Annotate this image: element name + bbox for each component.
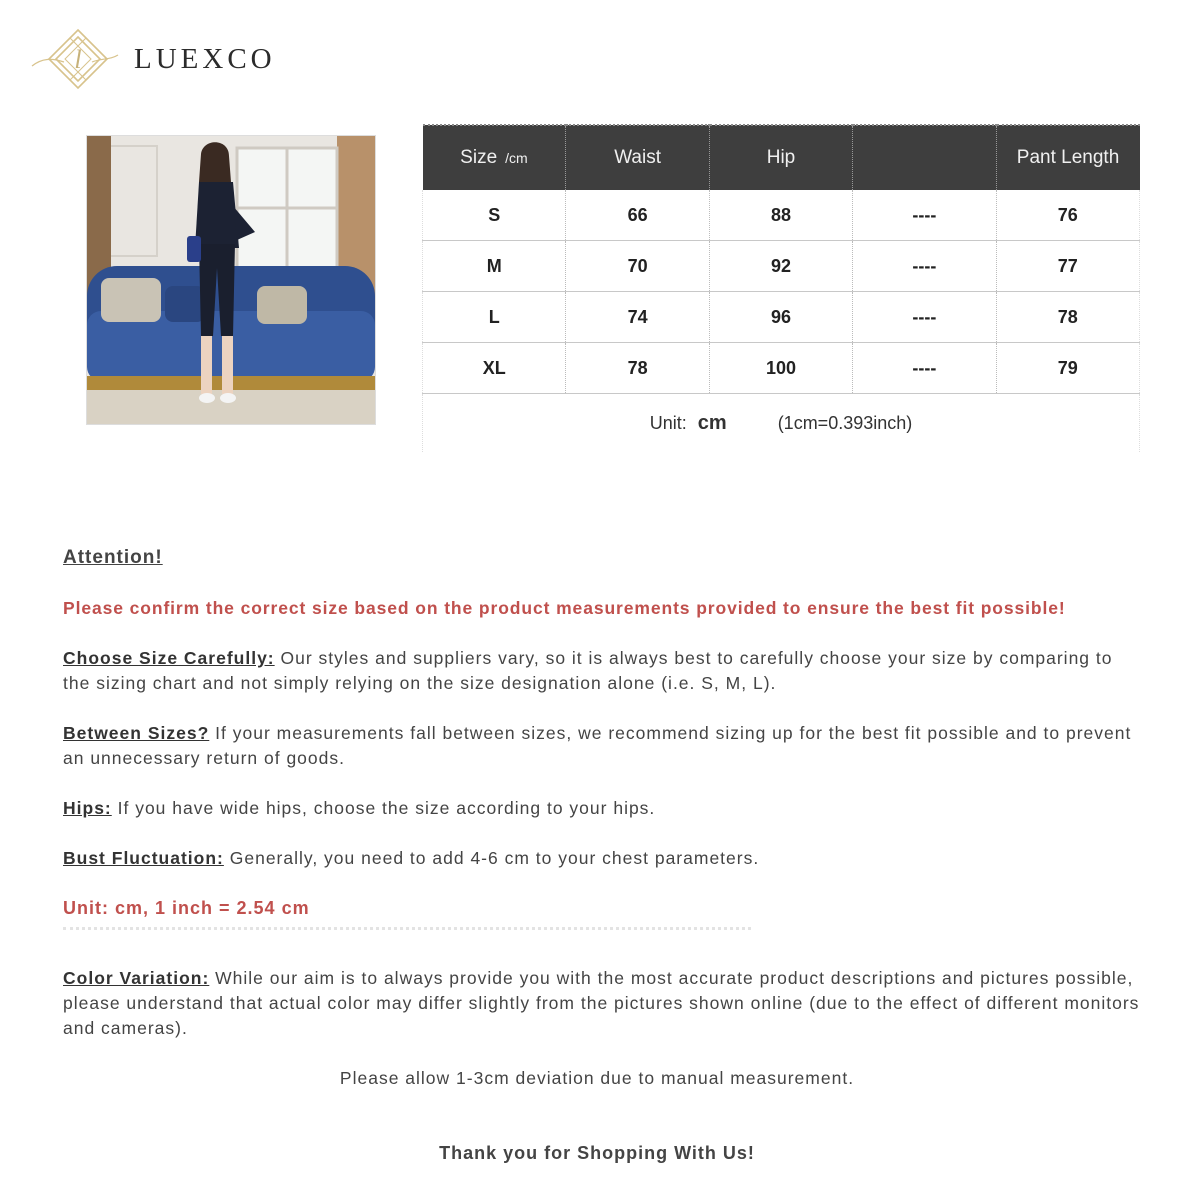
deviation-note: Please allow 1-3cm deviation due to manual measurement. xyxy=(339,1068,855,1088)
choose-size-text: Our styles and suppliers vary, so it is always best to carefully choose your size by comparing to the sizing chart and not simply relying on the size designation alone (i.e. S, M, L). xyxy=(63,648,1113,693)
table-cell: 96 xyxy=(709,292,852,343)
between-sizes-text: If your measurements fall between sizes, we recommend sizing up for the best fit possible and to prevent an unnecessary return of goods. xyxy=(63,723,1132,768)
header-hip: Hip xyxy=(709,125,852,190)
size-chart-table xyxy=(422,124,1140,452)
table-cell: ---- xyxy=(853,190,996,241)
unit-conversion-line: Unit: cm, 1 inch = 2.54 cm xyxy=(63,898,310,918)
choose-size-label: Choose Size Carefully: xyxy=(63,648,275,668)
header-empty xyxy=(853,125,996,190)
choose-size-paragraph xyxy=(63,646,1143,696)
unit-label: Unit: xyxy=(649,412,687,433)
brand-logo xyxy=(30,28,276,90)
color-variation-paragraph xyxy=(63,966,1143,1041)
table-row xyxy=(423,343,1140,394)
unit-row xyxy=(423,394,1140,453)
table-cell: 74 xyxy=(566,292,709,343)
color-variation-text: While our aim is to always provide you with the most accurate product descriptions and pictures possible, please understand that actual color may differ slightly from the pictures shown online (due to the effect of different monitors and cameras). xyxy=(63,968,1140,1038)
luexco-monogram-icon xyxy=(30,28,120,90)
table-cell: 100 xyxy=(709,343,852,394)
table-cell: 88 xyxy=(709,190,852,241)
table-cell: 78 xyxy=(996,292,1139,343)
unit-value: cm xyxy=(697,411,727,434)
table-cell: 70 xyxy=(566,241,709,292)
hips-text: If you have wide hips, choose the size according to your hips. xyxy=(111,798,656,818)
table-cell: S xyxy=(423,190,566,241)
header-pant-length: Pant Length xyxy=(996,125,1139,190)
header-unit: /cm xyxy=(505,150,528,166)
table-cell: ---- xyxy=(853,343,996,394)
table-cell: M xyxy=(423,241,566,292)
thank-you-message: Thank you for Shopping With Us! xyxy=(439,1143,755,1163)
monogram-letter: l xyxy=(74,45,82,74)
unit-cell xyxy=(423,394,1140,453)
hips-label: Hips: xyxy=(63,798,112,818)
table-cell: 66 xyxy=(566,190,709,241)
unit-conversion: (1cm=0.393inch) xyxy=(777,412,913,433)
color-variation-label: Color Variation: xyxy=(63,968,210,988)
brand-name: LUEXCO xyxy=(134,42,276,75)
bust-text: Generally, you need to add 4-6 cm to your chest parameters. xyxy=(223,848,760,868)
attention-heading: Attention! xyxy=(63,547,163,568)
table-cell: 76 xyxy=(996,190,1139,241)
table-row xyxy=(423,190,1140,241)
product-photo xyxy=(86,135,376,425)
between-sizes-label: Between Sizes? xyxy=(63,723,210,743)
table-cell: ---- xyxy=(853,292,996,343)
table-cell: 78 xyxy=(566,343,709,394)
bust-label: Bust Fluctuation: xyxy=(63,848,224,868)
table-cell: L xyxy=(423,292,566,343)
table-cell: ---- xyxy=(853,241,996,292)
header-size: Size /cm xyxy=(423,125,566,190)
size-chart-header-row xyxy=(423,125,1140,190)
size-notes xyxy=(63,545,1143,1166)
table-row xyxy=(423,241,1140,292)
table-cell: 77 xyxy=(996,241,1139,292)
header-waist: Waist xyxy=(566,125,709,190)
bust-paragraph xyxy=(63,846,1143,871)
table-cell: 79 xyxy=(996,343,1139,394)
hips-paragraph xyxy=(63,796,1143,821)
table-cell: XL xyxy=(423,343,566,394)
table-row xyxy=(423,292,1140,343)
between-sizes-paragraph xyxy=(63,721,1143,771)
table-cell: 92 xyxy=(709,241,852,292)
confirm-notice: Please confirm the correct size based on the product measurements provided to ensure the best fit possible! xyxy=(63,598,1066,618)
divider xyxy=(63,927,751,930)
